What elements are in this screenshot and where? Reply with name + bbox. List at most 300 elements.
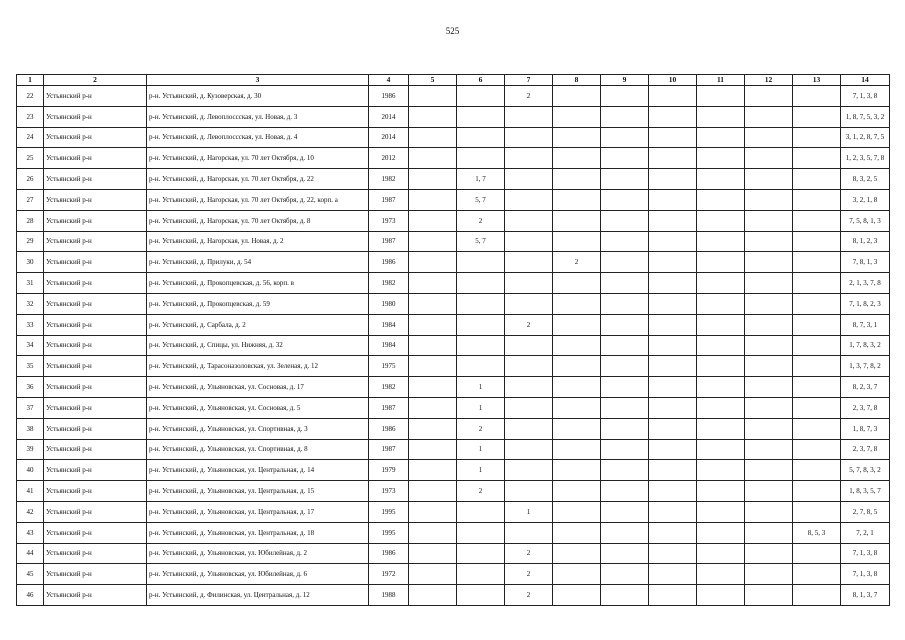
- table-row: [17, 127, 890, 148]
- col14-cell: 7, 1, 8, 2, 3: [841, 293, 890, 314]
- col14-cell: 7, 1, 3, 8: [841, 564, 890, 585]
- row-number-cell: 30: [17, 252, 44, 273]
- col8-cell: [553, 418, 601, 439]
- table-row: [17, 501, 890, 522]
- address-cell: р-н. Устьянский, д. Нагорская, ул. 70 лет Октября, д. 8: [147, 210, 369, 231]
- col12-cell: [745, 439, 793, 460]
- address-cell: р-н. Устьянский, д. Тарасоназоловская, ул. Зеленая, д. 12: [147, 356, 369, 377]
- row-number-cell: 31: [17, 273, 44, 294]
- col7-cell: [505, 356, 553, 377]
- col10-cell: [649, 439, 697, 460]
- district-cell: Устьянский р-н: [44, 356, 147, 377]
- col12-cell: [745, 335, 793, 356]
- row-number-cell: 25: [17, 148, 44, 169]
- col12-cell: [745, 356, 793, 377]
- col8-cell: [553, 231, 601, 252]
- address-cell: р-н. Устьянский, д. Ульяновская, ул. Юбилейная, д. 6: [147, 564, 369, 585]
- district-cell: Устьянский р-н: [44, 148, 147, 169]
- col9-cell: [601, 169, 649, 190]
- col10-cell: [649, 522, 697, 543]
- row-number-cell: 32: [17, 293, 44, 314]
- district-cell: Устьянский р-н: [44, 231, 147, 252]
- col14-cell: 7, 5, 8, 1, 3: [841, 210, 890, 231]
- table-row: [17, 314, 890, 335]
- col7-cell: 2: [505, 543, 553, 564]
- column-header-9: 9: [601, 75, 649, 86]
- page-number: 525: [445, 26, 460, 36]
- col5-cell: [409, 127, 457, 148]
- column-header-10: 10: [649, 75, 697, 86]
- table-row: [17, 273, 890, 294]
- table-row: [17, 522, 890, 543]
- col5-cell: [409, 501, 457, 522]
- col10-cell: [649, 273, 697, 294]
- col8-cell: [553, 356, 601, 377]
- col11-cell: [697, 585, 745, 606]
- col13-cell: [793, 543, 841, 564]
- col13-cell: [793, 210, 841, 231]
- col9-cell: [601, 148, 649, 169]
- table-row: [17, 460, 890, 481]
- table-row: [17, 86, 890, 107]
- col9-cell: [601, 439, 649, 460]
- year-cell: 1975: [369, 356, 409, 377]
- col8-cell: [553, 127, 601, 148]
- table-row: [17, 585, 890, 606]
- col14-cell: 3, 2, 1, 8: [841, 189, 890, 210]
- address-cell: р-н. Устьянский, д. Ульяновская, ул. Центральная, д. 18: [147, 522, 369, 543]
- col12-cell: [745, 481, 793, 502]
- year-cell: 1980: [369, 293, 409, 314]
- col11-cell: [697, 460, 745, 481]
- col7-cell: [505, 522, 553, 543]
- col6-cell: 2: [457, 481, 505, 502]
- col14-cell: 1, 3, 7, 8, 2: [841, 356, 890, 377]
- column-header-4: 4: [369, 75, 409, 86]
- col8-cell: [553, 439, 601, 460]
- col8-cell: [553, 293, 601, 314]
- col5-cell: [409, 481, 457, 502]
- col11-cell: [697, 293, 745, 314]
- col11-cell: [697, 439, 745, 460]
- col9-cell: [601, 481, 649, 502]
- col12-cell: [745, 169, 793, 190]
- col12-cell: [745, 314, 793, 335]
- col8-cell: [553, 314, 601, 335]
- row-number-cell: 36: [17, 377, 44, 398]
- col10-cell: [649, 481, 697, 502]
- district-cell: Устьянский р-н: [44, 189, 147, 210]
- col6-cell: 1: [457, 439, 505, 460]
- col8-cell: [553, 377, 601, 398]
- col8-cell: [553, 273, 601, 294]
- table-row: [17, 210, 890, 231]
- col8-cell: 2: [553, 252, 601, 273]
- col12-cell: [745, 397, 793, 418]
- col6-cell: [457, 148, 505, 169]
- address-cell: р-н. Устьянский, д. Филинская, ул. Центральная, д. 12: [147, 585, 369, 606]
- col14-cell: 1, 7, 8, 3, 2: [841, 335, 890, 356]
- col5-cell: [409, 418, 457, 439]
- table-body: [17, 86, 890, 606]
- col11-cell: [697, 356, 745, 377]
- col12-cell: [745, 189, 793, 210]
- col6-cell: 1: [457, 377, 505, 398]
- col7-cell: [505, 293, 553, 314]
- col6-cell: [457, 501, 505, 522]
- col10-cell: [649, 252, 697, 273]
- row-number-cell: 28: [17, 210, 44, 231]
- address-cell: р-н. Устьянский, д. Сарбала, д. 2: [147, 314, 369, 335]
- address-cell: р-н. Устьянский, д. Нагорская, ул. 70 лет Октября, д. 22: [147, 169, 369, 190]
- year-cell: 1988: [369, 585, 409, 606]
- col7-cell: [505, 148, 553, 169]
- district-cell: Устьянский р-н: [44, 522, 147, 543]
- col12-cell: [745, 231, 793, 252]
- table-row: [17, 439, 890, 460]
- row-number-cell: 45: [17, 564, 44, 585]
- col8-cell: [553, 148, 601, 169]
- col9-cell: [601, 460, 649, 481]
- col13-cell: [793, 127, 841, 148]
- col14-cell: 1, 2, 3, 5, 7, 8: [841, 148, 890, 169]
- col13-cell: [793, 377, 841, 398]
- col8-cell: [553, 522, 601, 543]
- col7-cell: [505, 189, 553, 210]
- col5-cell: [409, 86, 457, 107]
- row-number-cell: 39: [17, 439, 44, 460]
- col14-cell: 2, 3, 7, 8: [841, 439, 890, 460]
- col8-cell: [553, 210, 601, 231]
- col10-cell: [649, 501, 697, 522]
- col5-cell: [409, 252, 457, 273]
- col8-cell: [553, 481, 601, 502]
- col10-cell: [649, 397, 697, 418]
- year-cell: 1995: [369, 501, 409, 522]
- col7-cell: [505, 273, 553, 294]
- address-cell: р-н. Устьянский, д. Нагорская, ул. 70 лет Октября, д. 10: [147, 148, 369, 169]
- col7-cell: 2: [505, 314, 553, 335]
- col12-cell: [745, 210, 793, 231]
- col14-cell: 5, 7, 8, 3, 2: [841, 460, 890, 481]
- col8-cell: [553, 86, 601, 107]
- address-cell: р-н. Устьянский, д. Ульяновская, ул. Сосновая, д. 17: [147, 377, 369, 398]
- year-cell: 1982: [369, 169, 409, 190]
- col5-cell: [409, 522, 457, 543]
- col14-cell: 1, 8, 3, 5, 7: [841, 481, 890, 502]
- col7-cell: 2: [505, 564, 553, 585]
- district-cell: Устьянский р-н: [44, 252, 147, 273]
- col11-cell: [697, 231, 745, 252]
- district-cell: Устьянский р-н: [44, 293, 147, 314]
- col12-cell: [745, 522, 793, 543]
- col5-cell: [409, 460, 457, 481]
- col10-cell: [649, 377, 697, 398]
- year-cell: 1987: [369, 231, 409, 252]
- col11-cell: [697, 189, 745, 210]
- col13-cell: [793, 293, 841, 314]
- col5-cell: [409, 273, 457, 294]
- year-cell: 1995: [369, 522, 409, 543]
- col8-cell: [553, 397, 601, 418]
- row-number-cell: 40: [17, 460, 44, 481]
- address-cell: р-н. Устьянский, д. Спицы, ул. Нижняя, д. 32: [147, 335, 369, 356]
- col6-cell: [457, 543, 505, 564]
- col14-cell: 8, 1, 2, 3: [841, 231, 890, 252]
- address-cell: р-н. Устьянский, д. Ульяновская, ул. Спортивная, д. 8: [147, 439, 369, 460]
- col9-cell: [601, 127, 649, 148]
- col8-cell: [553, 106, 601, 127]
- col13-cell: [793, 481, 841, 502]
- col9-cell: [601, 585, 649, 606]
- year-cell: 1986: [369, 418, 409, 439]
- year-cell: 1984: [369, 314, 409, 335]
- col13-cell: [793, 460, 841, 481]
- table-row: [17, 397, 890, 418]
- address-cell: р-н. Устьянский, д. Прокопцевская, д. 56, корп. в: [147, 273, 369, 294]
- col12-cell: [745, 148, 793, 169]
- row-number-cell: 34: [17, 335, 44, 356]
- row-number-cell: 27: [17, 189, 44, 210]
- row-number-cell: 35: [17, 356, 44, 377]
- col10-cell: [649, 86, 697, 107]
- col14-cell: 7, 1, 3, 8: [841, 86, 890, 107]
- col13-cell: [793, 356, 841, 377]
- year-cell: 1986: [369, 543, 409, 564]
- col12-cell: [745, 127, 793, 148]
- col6-cell: 2: [457, 418, 505, 439]
- col6-cell: [457, 314, 505, 335]
- col11-cell: [697, 522, 745, 543]
- col11-cell: [697, 210, 745, 231]
- col14-cell: 8, 3, 2, 5: [841, 169, 890, 190]
- col12-cell: [745, 106, 793, 127]
- address-cell: р-н. Устьянский, д. Кузоверская, д. 30: [147, 86, 369, 107]
- row-number-cell: 43: [17, 522, 44, 543]
- col11-cell: [697, 481, 745, 502]
- col8-cell: [553, 501, 601, 522]
- col5-cell: [409, 314, 457, 335]
- year-cell: 1982: [369, 273, 409, 294]
- column-header-13: 13: [793, 75, 841, 86]
- row-number-cell: 22: [17, 86, 44, 107]
- col11-cell: [697, 335, 745, 356]
- col7-cell: [505, 418, 553, 439]
- row-number-cell: 44: [17, 543, 44, 564]
- col13-cell: [793, 148, 841, 169]
- address-cell: р-н. Устьянский, д. Левоплоссская, ул. Новая, д. 4: [147, 127, 369, 148]
- col8-cell: [553, 169, 601, 190]
- col13-cell: [793, 585, 841, 606]
- address-cell: р-н. Устьянский, д. Левоплоссская, ул. Новая, д. 3: [147, 106, 369, 127]
- col6-cell: 1: [457, 397, 505, 418]
- district-cell: Устьянский р-н: [44, 169, 147, 190]
- col8-cell: [553, 543, 601, 564]
- col8-cell: [553, 585, 601, 606]
- col13-cell: [793, 397, 841, 418]
- table-header-row: [17, 75, 890, 86]
- col9-cell: [601, 335, 649, 356]
- col12-cell: [745, 543, 793, 564]
- col11-cell: [697, 148, 745, 169]
- column-header-11: 11: [697, 75, 745, 86]
- col10-cell: [649, 418, 697, 439]
- table-row: [17, 169, 890, 190]
- col11-cell: [697, 397, 745, 418]
- col10-cell: [649, 127, 697, 148]
- col11-cell: [697, 418, 745, 439]
- col10-cell: [649, 356, 697, 377]
- col14-cell: 8, 2, 3, 7: [841, 377, 890, 398]
- col7-cell: 1: [505, 501, 553, 522]
- col6-cell: [457, 86, 505, 107]
- col9-cell: [601, 293, 649, 314]
- col5-cell: [409, 439, 457, 460]
- col14-cell: 2, 3, 7, 8: [841, 397, 890, 418]
- year-cell: 2014: [369, 127, 409, 148]
- table-row: [17, 564, 890, 585]
- col10-cell: [649, 585, 697, 606]
- district-cell: Устьянский р-н: [44, 543, 147, 564]
- year-cell: 2014: [369, 106, 409, 127]
- col6-cell: [457, 564, 505, 585]
- table-row: [17, 231, 890, 252]
- col9-cell: [601, 231, 649, 252]
- row-number-cell: 37: [17, 397, 44, 418]
- col12-cell: [745, 86, 793, 107]
- column-header-14: 14: [841, 75, 890, 86]
- col6-cell: [457, 356, 505, 377]
- district-cell: Устьянский р-н: [44, 460, 147, 481]
- col10-cell: [649, 564, 697, 585]
- column-header-1: 1: [17, 75, 44, 86]
- district-cell: Устьянский р-н: [44, 481, 147, 502]
- col13-cell: [793, 189, 841, 210]
- year-cell: 1972: [369, 564, 409, 585]
- col7-cell: [505, 231, 553, 252]
- table-row: [17, 148, 890, 169]
- column-header-2: 2: [44, 75, 147, 86]
- col10-cell: [649, 314, 697, 335]
- col5-cell: [409, 210, 457, 231]
- district-cell: Устьянский р-н: [44, 86, 147, 107]
- year-cell: 1987: [369, 397, 409, 418]
- table-row: [17, 189, 890, 210]
- col6-cell: [457, 273, 505, 294]
- col8-cell: [553, 335, 601, 356]
- col6-cell: [457, 127, 505, 148]
- district-cell: Устьянский р-н: [44, 273, 147, 294]
- col7-cell: [505, 210, 553, 231]
- col12-cell: [745, 273, 793, 294]
- address-cell: р-н. Устьянский, д. Ульяновская, ул. Центральная, д. 14: [147, 460, 369, 481]
- column-header-8: 8: [553, 75, 601, 86]
- col8-cell: [553, 189, 601, 210]
- col12-cell: [745, 564, 793, 585]
- col10-cell: [649, 169, 697, 190]
- col7-cell: [505, 127, 553, 148]
- col9-cell: [601, 273, 649, 294]
- row-number-cell: 38: [17, 418, 44, 439]
- col5-cell: [409, 356, 457, 377]
- table-row: [17, 418, 890, 439]
- table-row: [17, 335, 890, 356]
- year-cell: 1986: [369, 86, 409, 107]
- col9-cell: [601, 189, 649, 210]
- col11-cell: [697, 377, 745, 398]
- col5-cell: [409, 377, 457, 398]
- district-cell: Устьянский р-н: [44, 210, 147, 231]
- row-number-cell: 29: [17, 231, 44, 252]
- col6-cell: 5, 7: [457, 189, 505, 210]
- col14-cell: 2, 1, 3, 7, 8: [841, 273, 890, 294]
- col13-cell: [793, 564, 841, 585]
- col7-cell: 2: [505, 86, 553, 107]
- row-number-cell: 46: [17, 585, 44, 606]
- col7-cell: [505, 397, 553, 418]
- district-cell: Устьянский р-н: [44, 564, 147, 585]
- table-row: [17, 293, 890, 314]
- col14-cell: 3, 1, 2, 8, 7, 5: [841, 127, 890, 148]
- col8-cell: [553, 460, 601, 481]
- col5-cell: [409, 231, 457, 252]
- col11-cell: [697, 501, 745, 522]
- col14-cell: 7, 1, 3, 8: [841, 543, 890, 564]
- row-number-cell: 33: [17, 314, 44, 335]
- district-cell: Устьянский р-н: [44, 439, 147, 460]
- year-cell: 1986: [369, 252, 409, 273]
- district-cell: Устьянский р-н: [44, 127, 147, 148]
- col12-cell: [745, 501, 793, 522]
- table-row: [17, 252, 890, 273]
- col7-cell: [505, 439, 553, 460]
- district-cell: Устьянский р-н: [44, 314, 147, 335]
- col6-cell: 1, 7: [457, 169, 505, 190]
- column-header-7: 7: [505, 75, 553, 86]
- col13-cell: [793, 439, 841, 460]
- address-cell: р-н. Устьянский, д. Ульяновская, ул. Центральная, д. 17: [147, 501, 369, 522]
- col6-cell: [457, 106, 505, 127]
- col6-cell: 1: [457, 460, 505, 481]
- col9-cell: [601, 397, 649, 418]
- col6-cell: [457, 252, 505, 273]
- col7-cell: [505, 460, 553, 481]
- col9-cell: [601, 501, 649, 522]
- col14-cell: 2, 7, 8, 5: [841, 501, 890, 522]
- year-cell: 2012: [369, 148, 409, 169]
- table-row: [17, 543, 890, 564]
- district-cell: Устьянский р-н: [44, 585, 147, 606]
- year-cell: 1984: [369, 335, 409, 356]
- address-cell: р-н. Устьянский, д. Ульяновская, ул. Спортивная, д. 3: [147, 418, 369, 439]
- column-header-6: 6: [457, 75, 505, 86]
- col5-cell: [409, 335, 457, 356]
- col14-cell: 7, 8, 1, 3: [841, 252, 890, 273]
- col13-cell: [793, 501, 841, 522]
- col5-cell: [409, 148, 457, 169]
- year-cell: 1987: [369, 189, 409, 210]
- col5-cell: [409, 293, 457, 314]
- col14-cell: 1, 8, 7, 5, 3, 2: [841, 106, 890, 127]
- col14-cell: 1, 8, 7, 3: [841, 418, 890, 439]
- col9-cell: [601, 314, 649, 335]
- col11-cell: [697, 543, 745, 564]
- col10-cell: [649, 148, 697, 169]
- col13-cell: 8, 5, 3: [793, 522, 841, 543]
- col6-cell: [457, 585, 505, 606]
- col12-cell: [745, 418, 793, 439]
- col13-cell: [793, 273, 841, 294]
